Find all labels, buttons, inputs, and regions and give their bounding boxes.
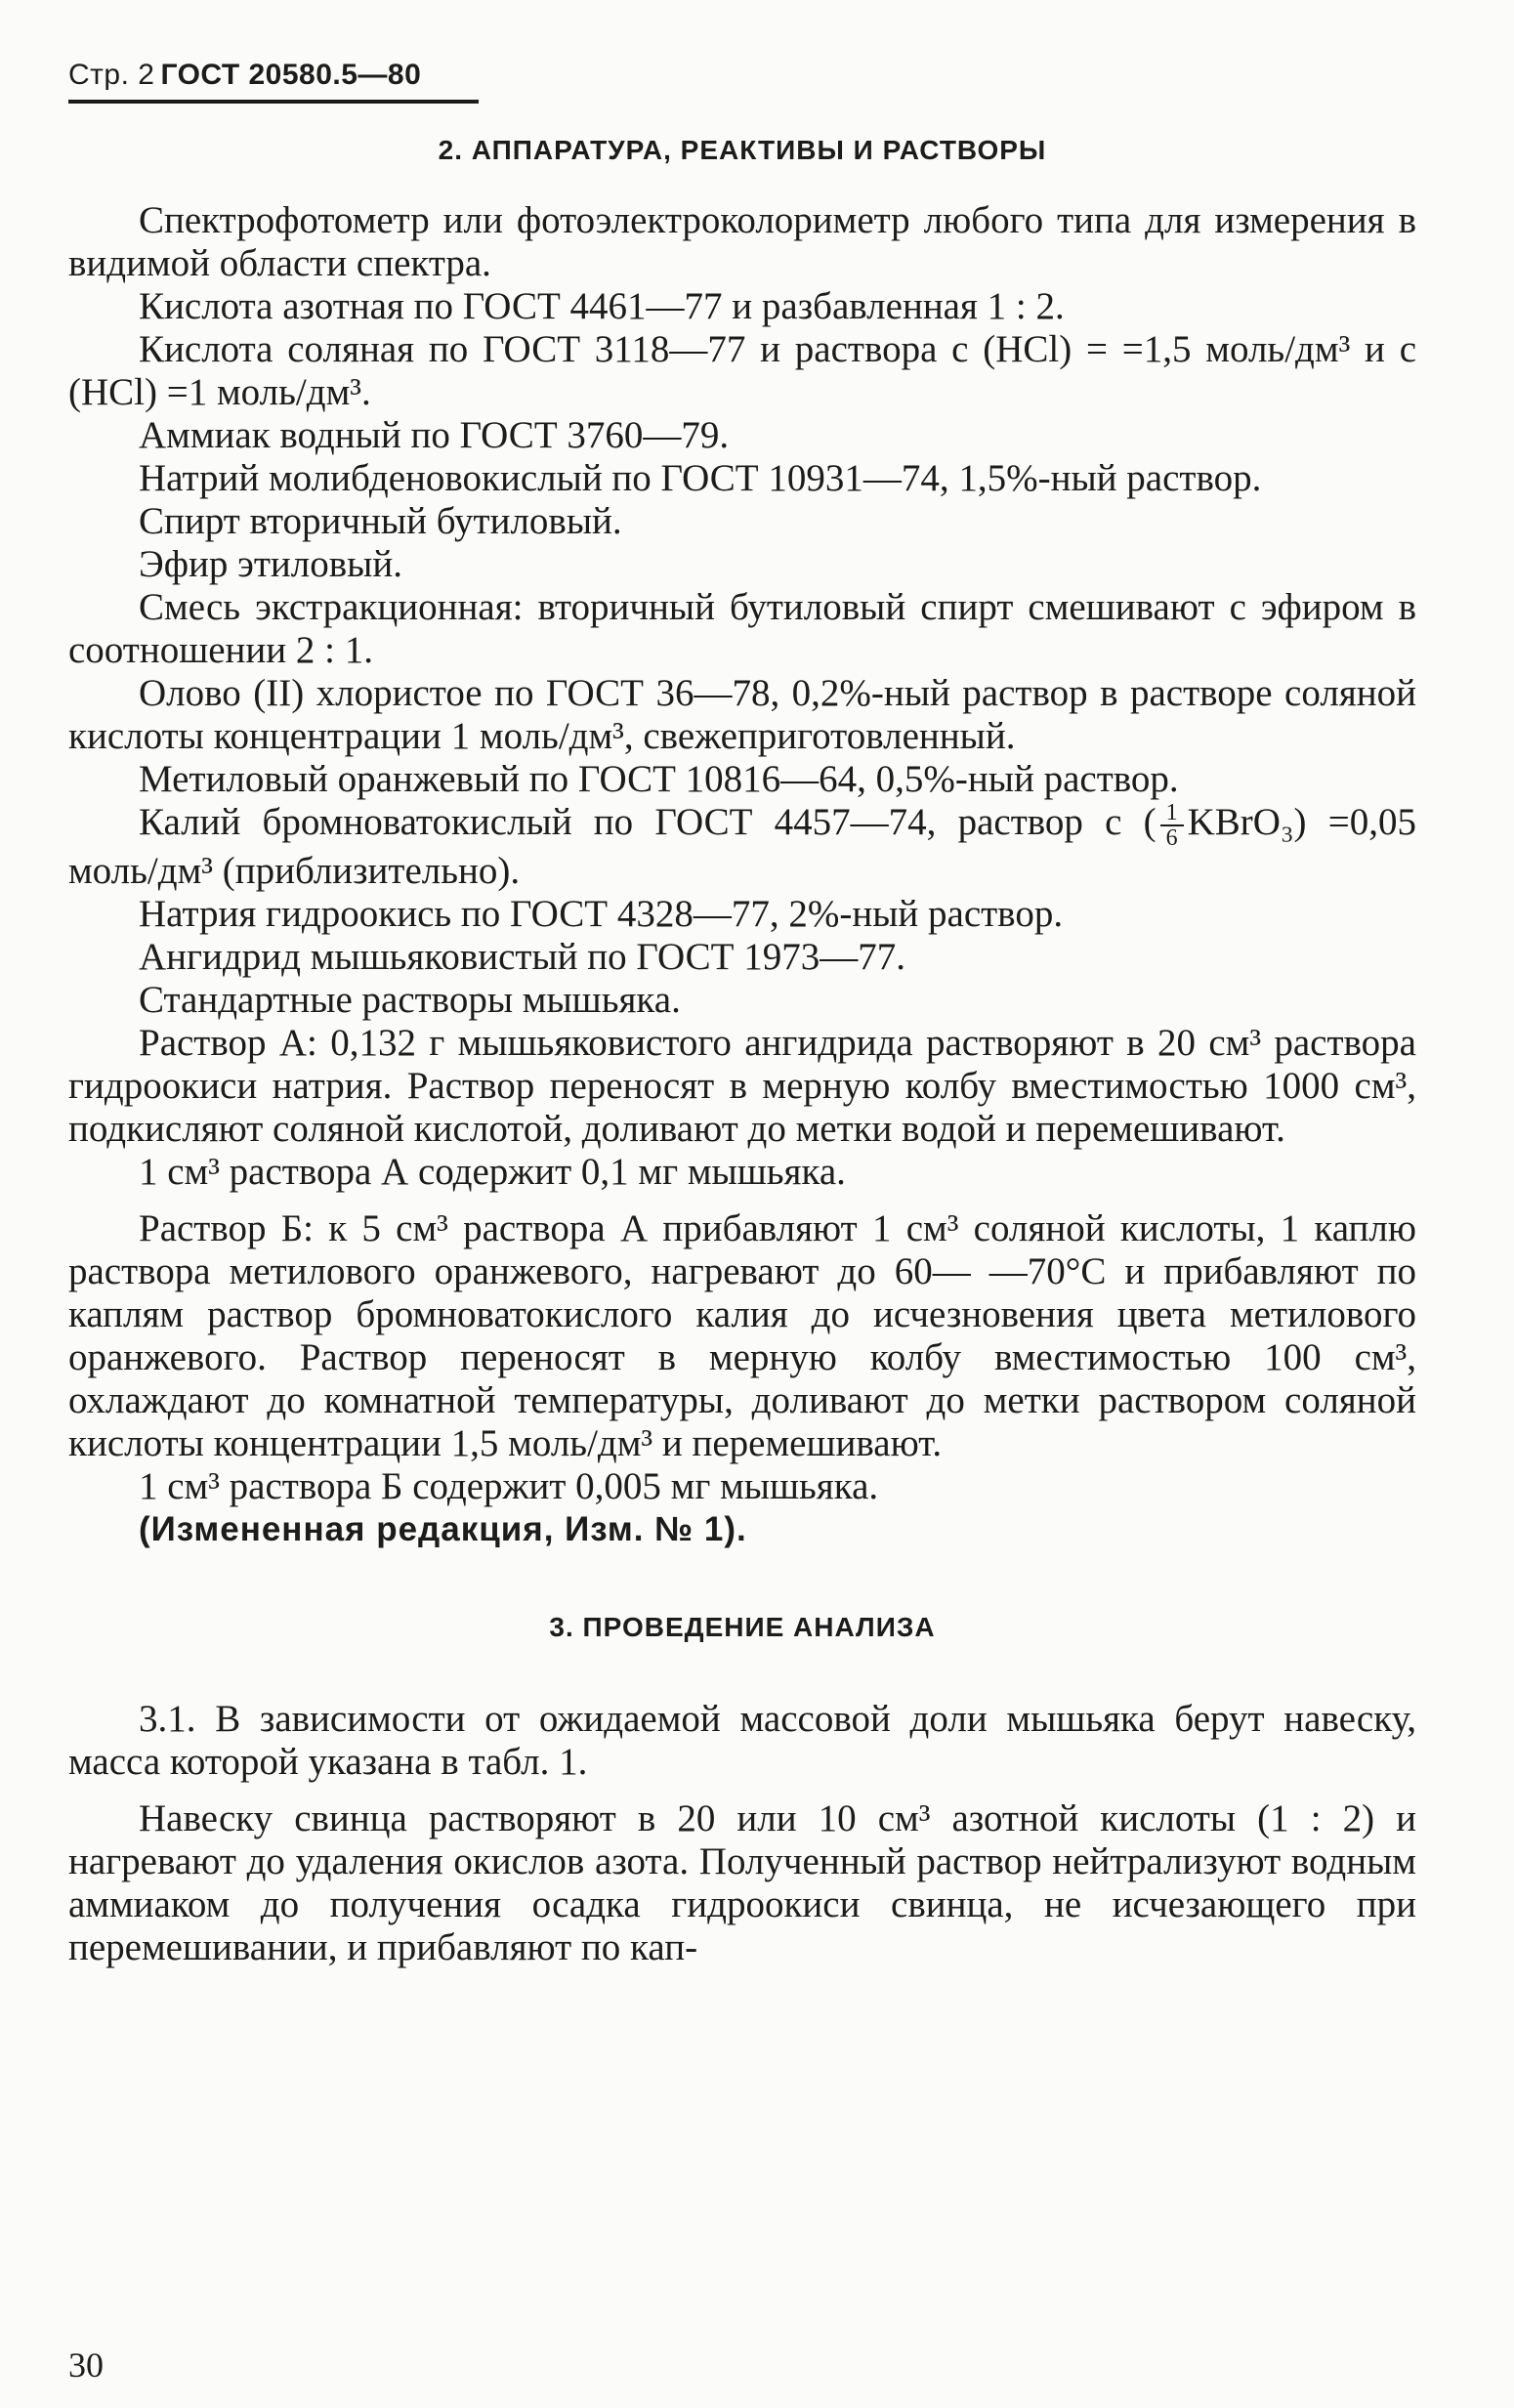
paragraph-solution-a-content: 1 см³ раствора А содержит 0,1 мг мышьяка. [139, 1151, 846, 1194]
paragraph-extraction-mixture: Смесь экстракционная: вторичный бутиловый спирт смешивают с эфиром в соотношении 2 : 1. [68, 586, 1416, 671]
section-2-body [68, 199, 1416, 1551]
section-3-body [68, 1698, 1416, 1969]
paragraph-ethyl-ether: Эфир этиловый. [139, 543, 402, 585]
potassium-bromate-concentration: KBrO₃) =0,05 моль/дм³ (приблизительно). [68, 801, 1416, 893]
paragraph-sodium-hydroxide: Натрия гидроокись по ГОСТ 4328—77, 2%-ный раствор. [139, 893, 1064, 936]
formula-open-paren: ( [1143, 801, 1157, 843]
paragraph-solution-a: Раствор А: 0,132 г мышьяковистого ангидрида растворяют в 20 см³ раствора гидроокиси натрия. Раствор переносят в мерную колбу вместимостью 1000 см³, подкисляют соляной кислотой, доливают до метки водой и перемешивают. [68, 1022, 1416, 1151]
paragraph-standard-solutions: Стандартные растворы мышьяка. [139, 979, 681, 1022]
section-2-title: 2. АППАРАТУРА, РЕАКТИВЫ И РАСТВОРЫ [438, 135, 1047, 165]
paragraph-tin-chloride: Олово (II) хлористое по ГОСТ 36—78, 0,2%-ный раствор в растворе соляной кислоты концентрации 1 моль/дм³, свежеприготовленный. [68, 672, 1416, 757]
potassium-bromate-line: Калий бромноватокислый по ГОСТ 4457—74, раствор с [139, 801, 1122, 843]
paragraph-spectrophotometer: Спектрофотометр или фотоэлектроколориметр любого типа для измерения в видимой области спектра. [68, 199, 1416, 284]
fraction-numerator: 1 [1160, 801, 1184, 826]
standard-designation: ГОСТ 20580.5—80 [160, 59, 422, 91]
page-number: 30 [68, 2345, 104, 2385]
paragraph-ammonia: Аммиак водный по ГОСТ 3760—79. [139, 414, 730, 456]
page-label: Стр. 2 [68, 59, 155, 91]
document-page [68, 59, 1416, 1969]
paragraph-methyl-orange: Метиловый оранжевый по ГОСТ 10816—64, 0,5%-ный раствор. [139, 758, 1179, 800]
fraction-one-sixth [1160, 801, 1184, 850]
section-3-title: 3. ПРОВЕДЕНИЕ АНАЛИЗА [549, 1612, 936, 1643]
amendment-note: (Измененная редакция, Изм. № 1). [139, 1510, 747, 1549]
fraction-denominator: 6 [1165, 825, 1178, 852]
paragraph-arsenic-anhydride: Ангидрид мышьяковистый по ГОСТ 1973—77. [139, 936, 905, 979]
paragraph-sodium-molybdate: Натрий молибденовокислый по ГОСТ 10931—74, 1,5%-ный раствор. [139, 457, 1262, 499]
header-rule [68, 100, 479, 104]
paragraph-butyl-alcohol: Спирт вторичный бутиловый. [139, 500, 622, 542]
paragraph-potassium-bromate [68, 801, 1416, 893]
running-header [68, 59, 1416, 92]
paragraph-nitric-acid: Кислота азотная по ГОСТ 4461—77 и разбавленная 1 : 2. [139, 285, 1065, 327]
paragraph-solution-b-content: 1 см³ раствора Б содержит 0,005 мг мышьяка. [139, 1465, 879, 1508]
paragraph-hydrochloric-acid: Кислота соляная по ГОСТ 3118—77 и раствора с (HCl) = =1,5 моль/дм³ и с (HCl) =1 моль/дм³. [68, 328, 1416, 413]
paragraph-solution-b: Раствор Б: к 5 см³ раствора А прибавляют 1 см³ соляной кислоты, 1 каплю раствора метилового оранжевого, нагревают до 60— —70°С и прибавляют по каплям раствор бромноватокислого калия до исчезновения цвета метилового оранжевого. Раствор переносят в мерную колбу вместимостью 100 см³, охлаждают до комнатной температуры, доливают до метки раствором соляной кислоты концентрации 1,5 моль/дм³ и перемешивают. [68, 1207, 1416, 1465]
paragraph-3-1: 3.1. В зависимости от ожидаемой массовой доли мышьяка берут навеску, масса которой указана в табл. 1. [68, 1698, 1416, 1784]
paragraph-lead-dissolution: Навеску свинца растворяют в 20 или 10 см³ азотной кислоты (1 : 2) и нагревают до удаления окислов азота. Полученный раствор нейтрализуют водным аммиаком до получения осадка гидроокиси свинца, не исчезающего при перемешивании, и прибавляют по кап- [68, 1797, 1416, 1969]
